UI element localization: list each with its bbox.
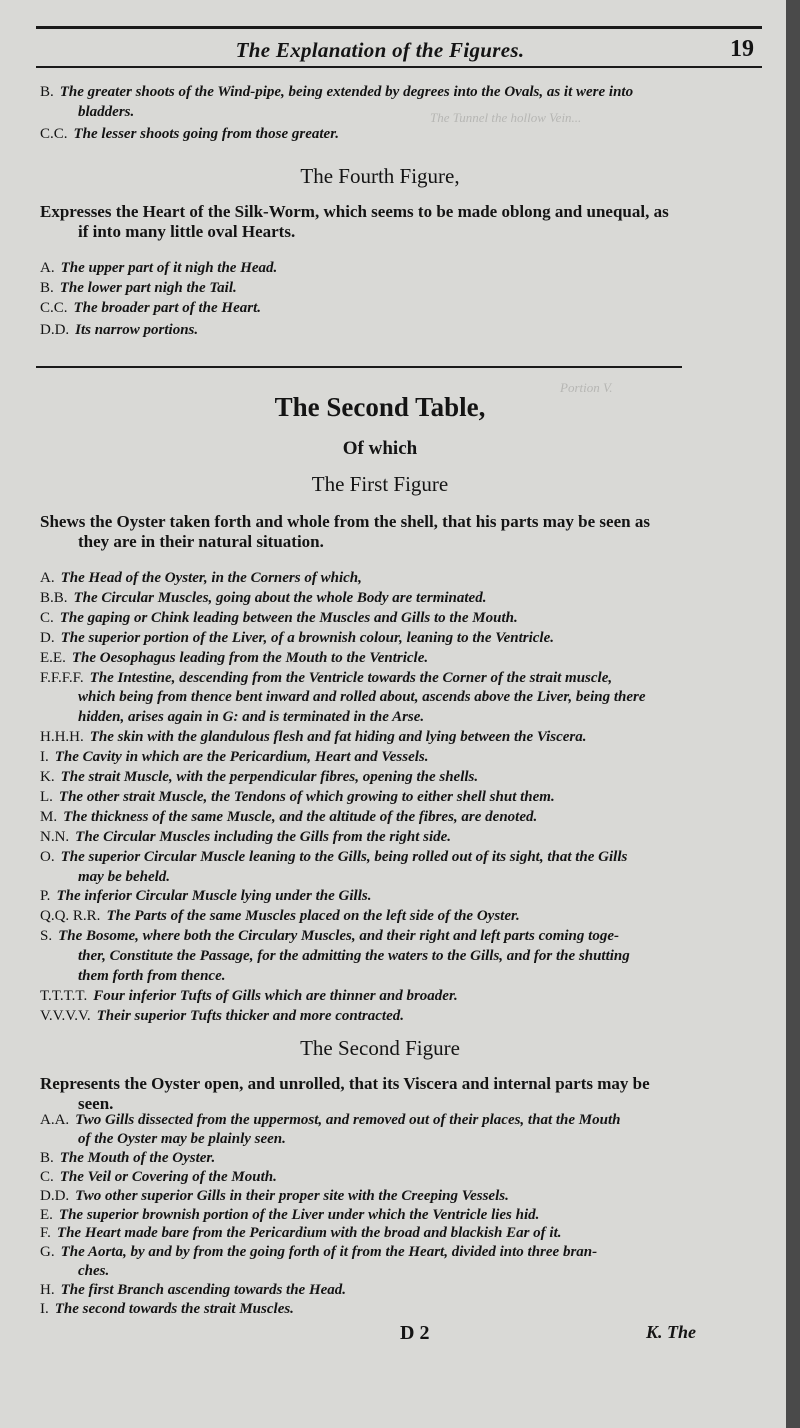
- explanation-entry-continuation: [40, 104, 786, 121]
- item-text: The inferior Circular Muscle lying under the Gills.: [56, 888, 372, 905]
- item-text: The second towards the strait Muscles.: [54, 1301, 294, 1317]
- item-text: may be beheld.: [78, 868, 171, 885]
- explanation-entry: [40, 630, 760, 647]
- item-text: ther, Constitute the Passage, for the admitting the waters to the Gills, and for the shutting: [78, 948, 630, 965]
- item-text: Their superior Tufts thicker and more contracted.: [96, 1007, 404, 1024]
- item-text: The other strait Muscle, the Tendons of which growing to either shell shut them.: [58, 788, 555, 805]
- item-text: Its narrow portions.: [75, 322, 199, 338]
- figure-description: [40, 222, 786, 242]
- item-text: The Oesophagus leading from the Mouth to the Ventricle.: [71, 649, 429, 666]
- explanation-entry: [40, 729, 760, 746]
- item-text: The Heart made bare from the Pericardium with the broad and blackish Ear of it.: [56, 1225, 562, 1242]
- fourth-figure-heading: The Fourth Figure,: [300, 164, 460, 188]
- explanation-entry: [40, 888, 760, 905]
- explanation-entry-continuation: [40, 709, 786, 726]
- section-divider-rule: [36, 366, 682, 368]
- item-text: The greater shoots of the Wind-pipe, being extended by degrees into the Ovals, as it were into: [59, 84, 634, 100]
- explanation-entry: [40, 300, 760, 317]
- item-text: The broader part of the Heart.: [73, 300, 262, 316]
- figure-description: [40, 512, 760, 532]
- item-label: D.D.: [40, 1187, 70, 1204]
- second-figure-heading: The Second Figure: [300, 1036, 460, 1060]
- item-label: B.: [40, 280, 54, 296]
- item-label: A.A.: [40, 1112, 70, 1128]
- item-label: I.: [40, 1301, 49, 1317]
- explanation-entry: [40, 670, 760, 687]
- item-text: Shews the Oyster taken forth and whole from the shell, that his parts may be seen as: [40, 512, 650, 531]
- explanation-entry: [40, 849, 760, 866]
- explanation-entry: [40, 610, 760, 627]
- item-text: ches.: [78, 1263, 110, 1280]
- second-table-title: The Second Table,: [274, 392, 486, 422]
- item-text: Two other superior Gills in their proper site with the Creeping Vessels.: [75, 1187, 509, 1204]
- item-label: H.H.H.: [40, 729, 84, 746]
- explanation-entry: [40, 280, 760, 297]
- item-label: D.D.: [40, 322, 70, 338]
- item-text: The Mouth of the Oyster.: [59, 1149, 216, 1166]
- item-text: The first Branch ascending towards the Head.: [60, 1282, 347, 1299]
- item-label: T.T.T.T.: [40, 987, 88, 1004]
- page-edge-shadow: [786, 0, 800, 1428]
- item-text: The Veil or Covering of the Mouth.: [59, 1168, 277, 1185]
- item-text: The upper part of it nigh the Head.: [60, 260, 278, 276]
- explanation-entry: [40, 126, 760, 143]
- of-which-heading: Of which: [342, 438, 418, 459]
- item-label: F.F.F.F.: [40, 669, 84, 686]
- explanation-entry: [40, 1207, 760, 1224]
- explanation-entry: [40, 322, 760, 339]
- item-text: The Circular Muscles, going about the whole Body are terminated.: [73, 589, 487, 606]
- item-label: G.: [40, 1244, 55, 1261]
- item-text: The gaping or Chink leading between the Muscles and Gills to the Mouth.: [59, 609, 518, 626]
- item-label: Q.Q. R.R.: [40, 908, 101, 925]
- signature-mark: D 2: [400, 1322, 430, 1344]
- explanation-entry: [40, 928, 760, 945]
- item-label: P.: [40, 888, 51, 905]
- item-label: O.: [40, 848, 55, 865]
- item-text: of the Oyster may be plainly seen.: [78, 1130, 286, 1147]
- item-text: Four inferior Tufts of Gills which are thinner and broader.: [93, 987, 458, 1004]
- item-label: B.: [40, 1149, 54, 1166]
- item-text: if into many little oval Hearts.: [78, 222, 296, 241]
- explanation-entry: [40, 84, 760, 101]
- item-label: H.: [40, 1282, 55, 1299]
- item-text: seen.: [78, 1094, 114, 1113]
- item-label: B.B.: [40, 589, 68, 606]
- item-text: The Circular Muscles including the Gills from the right side.: [75, 828, 452, 845]
- explanation-entry: [40, 1225, 760, 1242]
- explanation-entry: [40, 260, 760, 277]
- explanation-entry: [40, 988, 760, 1005]
- item-text: The strait Muscle, with the perpendicular fibres, opening the shells.: [60, 769, 479, 785]
- item-text: hidden, arises again in G: and is terminated in the Arse.: [78, 709, 425, 726]
- explanation-entry: [40, 1150, 760, 1167]
- running-head: The Explanation of the Figures.: [235, 38, 525, 62]
- item-label: C.: [40, 609, 54, 626]
- explanation-entry: [40, 1301, 760, 1318]
- explanation-entry: [40, 650, 760, 667]
- item-text: The lesser shoots going from those greater.: [73, 126, 339, 142]
- explanation-entry: [40, 809, 760, 826]
- item-label: B.: [40, 84, 54, 100]
- explanation-entry: [40, 1244, 760, 1261]
- page-number: 19: [730, 36, 754, 62]
- first-figure-heading: The First Figure: [311, 472, 449, 496]
- figure-description: [40, 202, 760, 222]
- explanation-entry-continuation: [40, 869, 786, 886]
- explanation-entry: [40, 1169, 760, 1186]
- item-label: A.: [40, 570, 55, 586]
- explanation-entry: [40, 789, 760, 806]
- figure-description: [40, 1094, 786, 1114]
- explanation-entry: [40, 829, 760, 846]
- item-text: The thickness of the same Muscle, and the altitude of the fibres, are denoted.: [63, 808, 538, 825]
- item-text: bladders.: [78, 104, 135, 120]
- explanation-entry: [40, 1112, 760, 1129]
- item-label: M.: [40, 808, 58, 825]
- item-label: V.V.V.V.: [40, 1007, 91, 1024]
- item-label: C.: [40, 1168, 54, 1185]
- item-text: The Cavity in which are the Pericardium, Heart and Vessels.: [54, 749, 429, 766]
- item-label: I.: [40, 749, 49, 766]
- explanation-entry: [40, 590, 760, 607]
- item-label: C.C.: [40, 300, 68, 316]
- show-through-text: The Tunnel the hollow Vein...: [430, 110, 582, 125]
- show-through-text: Portion V.: [560, 380, 613, 395]
- item-text: The lower part nigh the Tail.: [59, 280, 237, 296]
- explanation-entry-continuation: [40, 1131, 786, 1148]
- item-label: E.: [40, 1206, 53, 1223]
- item-label: F.: [40, 1225, 51, 1242]
- figure-description: [40, 1074, 760, 1094]
- figure-description: [40, 532, 786, 552]
- item-label: C.C.: [40, 126, 68, 142]
- explanation-entry: [40, 1008, 760, 1025]
- item-label: K.: [40, 769, 55, 785]
- explanation-entry: [40, 749, 760, 766]
- item-text: The superior portion of the Liver, of a brownish colour, leaning to the Ventricle.: [60, 629, 554, 646]
- item-text: The Intestine, descending from the Ventricle towards the Corner of the strait muscle,: [89, 669, 613, 686]
- item-text: The Parts of the same Muscles placed on the left side of the Oyster.: [106, 908, 520, 925]
- item-label: D.: [40, 629, 55, 646]
- header-rule-top: [36, 26, 762, 29]
- item-label: A.: [40, 260, 55, 276]
- item-label: L.: [40, 788, 53, 805]
- item-text: The Head of the Oyster, in the Corners of which,: [60, 570, 362, 586]
- explanation-entry-continuation: [40, 948, 786, 965]
- header-rule-bottom: [36, 66, 762, 68]
- item-label: N.N.: [40, 828, 70, 845]
- item-text: them forth from thence.: [78, 968, 226, 984]
- explanation-entry: [40, 908, 760, 925]
- item-text: The Aorta, by and by from the going forth of it from the Heart, divided into three bran-: [60, 1244, 598, 1261]
- item-text: Two Gills dissected from the uppermost, and removed out of their places, that the Mouth: [75, 1112, 621, 1128]
- explanation-entry-continuation: [40, 689, 786, 706]
- item-text: Represents the Oyster open, and unrolled, that its Viscera and internal parts may be: [40, 1074, 650, 1093]
- explanation-entry-continuation: [40, 968, 786, 985]
- item-label: S.: [40, 928, 53, 945]
- explanation-entry-continuation: [40, 1263, 786, 1280]
- explanation-entry: [40, 570, 760, 587]
- item-text: The superior Circular Muscle leaning to the Gills, being rolled out of its sight, that the Gills: [60, 848, 628, 865]
- item-text: which being from thence bent inward and rolled about, ascends above the Liver, being there: [78, 689, 646, 706]
- explanation-entry: [40, 1188, 760, 1205]
- item-text: The superior brownish portion of the Liver under which the Ventricle lies hid.: [58, 1206, 540, 1223]
- item-text: The Bosome, where both the Circulary Muscles, and their right and left parts coming toge-: [58, 928, 619, 945]
- explanation-entry: [40, 769, 760, 786]
- item-label: E.E.: [40, 649, 66, 666]
- item-text: Expresses the Heart of the Silk-Worm, which seems to be made oblong and unequal, as: [40, 202, 669, 221]
- catchword: K. The: [646, 1322, 697, 1342]
- explanation-entry: [40, 1282, 760, 1299]
- item-text: The skin with the glandulous flesh and fat hiding and lying between the Viscera.: [89, 729, 587, 746]
- item-text: they are in their natural situation.: [78, 532, 324, 551]
